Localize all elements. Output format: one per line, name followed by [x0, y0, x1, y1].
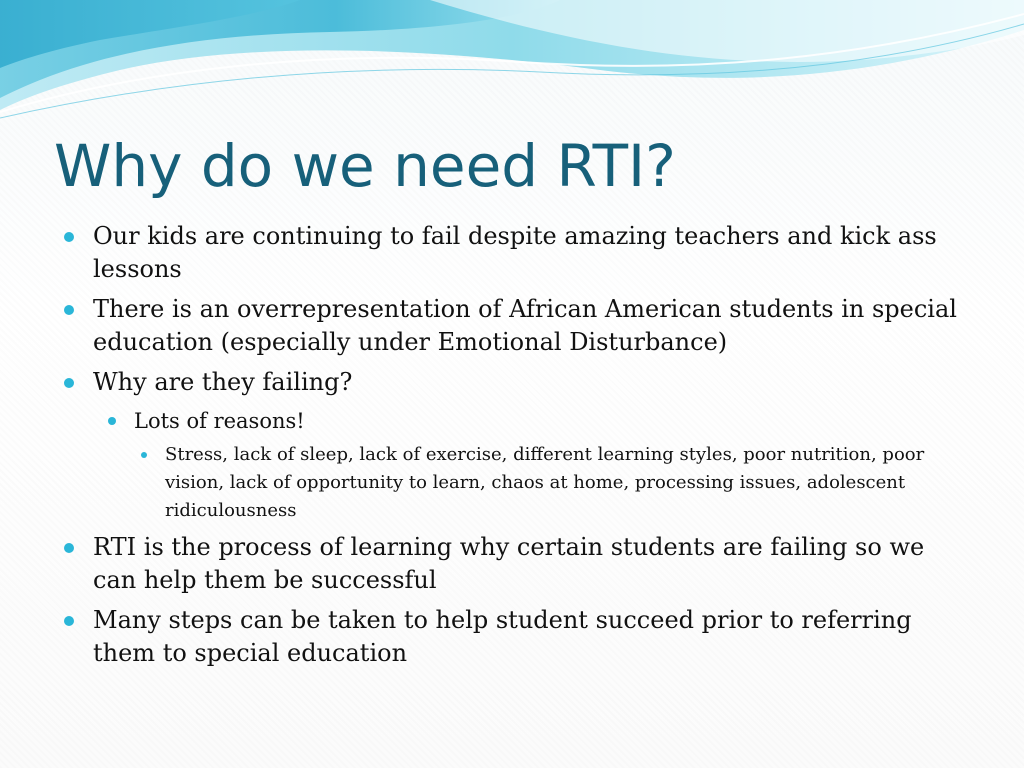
- bullet-item: [62, 604, 962, 670]
- bullet-text: Many steps can be taken to help student succeed prior to referring them to special education: [93, 606, 912, 667]
- bullet-text: RTI is the process of learning why certain students are failing so we can help them be successful: [93, 533, 925, 594]
- bullet-dot-icon: [64, 616, 74, 626]
- bullet-text: Our kids are continuing to fail despite amazing teachers and kick ass lessons: [93, 222, 937, 283]
- bullet-text: Stress, lack of sleep, lack of exercise, different learning styles, poor nutrition, poor vision, lack of opportunity to learn, chaos at home, processing issues, adolescent ridiculousness: [165, 444, 925, 521]
- bullet-dot-icon: [64, 232, 74, 242]
- bullet-list: [62, 220, 962, 677]
- bullet-dot-icon: [141, 452, 147, 458]
- bullet-dot-icon: [64, 378, 74, 388]
- bullet-dot-icon: [64, 543, 74, 553]
- bullet-item: [62, 366, 962, 399]
- bullet-item: [62, 220, 962, 286]
- bullet-item: [62, 293, 962, 359]
- sub-bullet-item: [62, 406, 962, 436]
- slide-title: Why do we need RTI?: [54, 132, 676, 200]
- bullet-dot-icon: [108, 417, 116, 425]
- bullet-text: Lots of reasons!: [134, 409, 305, 433]
- bullet-dot-icon: [64, 305, 74, 315]
- bullet-text: Why are they failing?: [93, 368, 353, 396]
- sub-sub-bullet-item: [62, 441, 962, 525]
- decorative-wave-banner: [0, 0, 1024, 130]
- bullet-item: [62, 531, 962, 597]
- bullet-text: There is an overrepresentation of African American students in special education (especially under Emotional Disturbance): [93, 295, 957, 356]
